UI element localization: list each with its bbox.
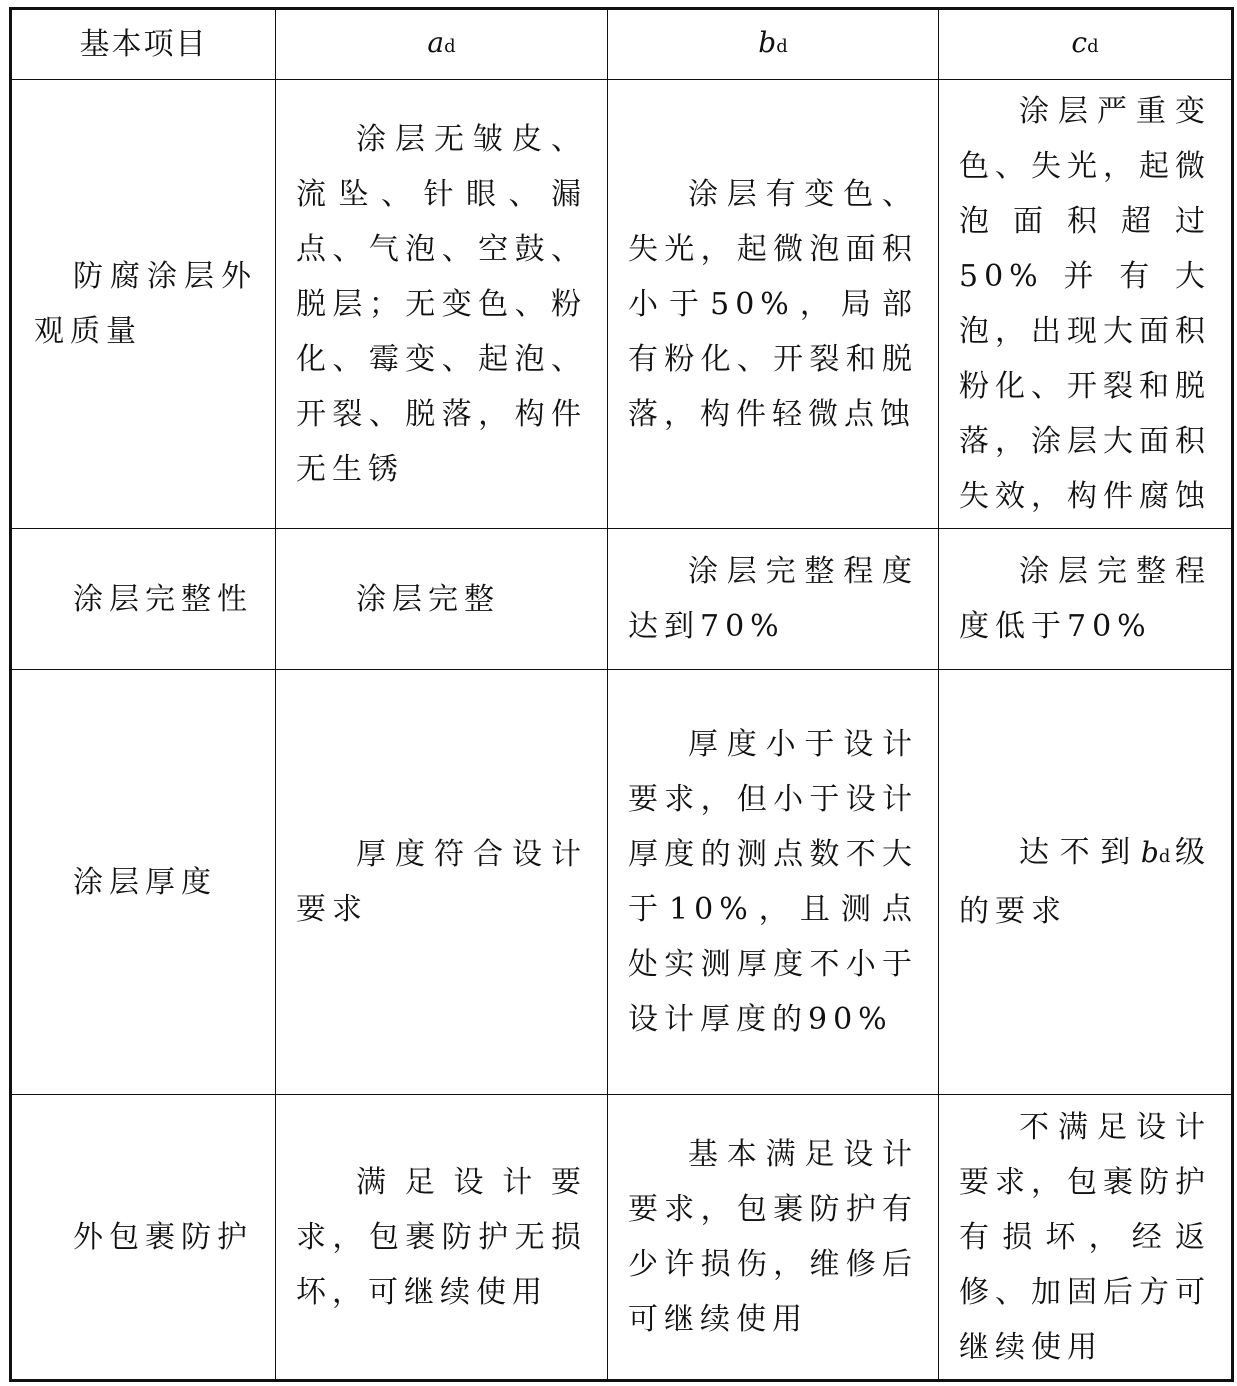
grade-a-text: 涂层无皱皮、流坠、针眼、漏点、气泡、空鼓、脱层；无变色、粉化、霉变、起泡、开裂、脱落，构件无生锈	[296, 121, 587, 487]
grade-a-text: 涂层完整	[356, 581, 500, 617]
header-grade-c	[939, 9, 1233, 80]
grade-c-text-suffix: 级的要求	[959, 835, 1212, 929]
header-grade-a-symbol: a	[427, 26, 445, 59]
grade-c-cell	[939, 80, 1233, 529]
row-item-text: 涂层完整性	[73, 581, 253, 617]
header-basic-item-text: 基本项目	[79, 27, 208, 62]
grade-c-b-subscript: d	[1158, 846, 1171, 867]
grade-b-cell	[608, 670, 939, 1095]
grade-c-text	[959, 825, 1211, 939]
grade-a-cell	[276, 529, 608, 670]
grade-b-cell	[608, 1095, 939, 1381]
header-grade-b-subscript: d	[776, 36, 788, 57]
grade-c-text: 涂层严重变色、失光，起微泡面积超过50%并有大泡，出现大面积粉化、开裂和脱落，涂层大面积失效，构件腐蚀	[959, 94, 1211, 514]
grade-a-cell	[276, 670, 608, 1095]
table-row	[11, 80, 1233, 529]
grade-c-b-symbol: b	[1140, 836, 1159, 869]
header-row	[11, 9, 1233, 80]
header-grade-b-symbol: b	[758, 26, 777, 59]
header-grade-b	[608, 9, 939, 80]
row-item-text: 涂层厚度	[73, 864, 217, 900]
header-grade-c-symbol: c	[1071, 26, 1088, 59]
grade-b-text: 涂层有变色、失光，起微泡面积小于50%，局部有粉化、开裂和脱落，构件轻微点蚀	[628, 176, 918, 432]
grade-a-cell	[276, 1095, 608, 1381]
grade-c-text: 不满足设计要求，包裹防护有损坏，经返修、加固后方可继续使用	[959, 1109, 1211, 1365]
header-basic-item	[11, 9, 276, 80]
grade-c-text: 涂层完整程度低于70%	[959, 554, 1211, 644]
grade-b-cell	[608, 80, 939, 529]
grade-c-cell	[939, 529, 1233, 670]
row-item-cell	[11, 1095, 276, 1381]
table-row	[11, 529, 1233, 670]
row-item-cell	[11, 529, 276, 670]
grade-a-text: 满足设计要求，包裹防护无损坏，可继续使用	[296, 1164, 587, 1310]
header-grade-a-subscript: d	[444, 36, 456, 57]
grade-a-text: 厚度符合设计要求	[296, 837, 587, 927]
row-item-text: 防腐涂层外观质量	[34, 259, 257, 349]
grading-table-container	[9, 7, 1231, 1379]
coating-grading-table	[9, 7, 1234, 1382]
grade-c-cell	[939, 1095, 1233, 1381]
grade-a-cell	[276, 80, 608, 529]
header-grade-c-subscript: d	[1087, 36, 1099, 57]
row-item-cell	[11, 670, 276, 1095]
header-grade-a	[276, 9, 608, 80]
table-row	[11, 670, 1233, 1095]
grade-b-text: 涂层完整程度达到70%	[628, 554, 918, 644]
grade-b-text: 厚度小于设计要求，但小于设计厚度的测点数不大于10%，且测点处实测厚度不小于设计厚度的90%	[628, 727, 918, 1037]
grade-b-text: 基本满足设计要求，包裹防护有少许损伤，维修后可继续使用	[628, 1137, 918, 1337]
row-item-text: 外包裹防护	[73, 1219, 253, 1255]
row-item-cell	[11, 80, 276, 529]
grade-c-cell	[939, 670, 1233, 1095]
grade-c-text-prefix: 达不到	[1019, 835, 1141, 870]
table-row	[11, 1095, 1233, 1381]
grade-b-cell	[608, 529, 939, 670]
